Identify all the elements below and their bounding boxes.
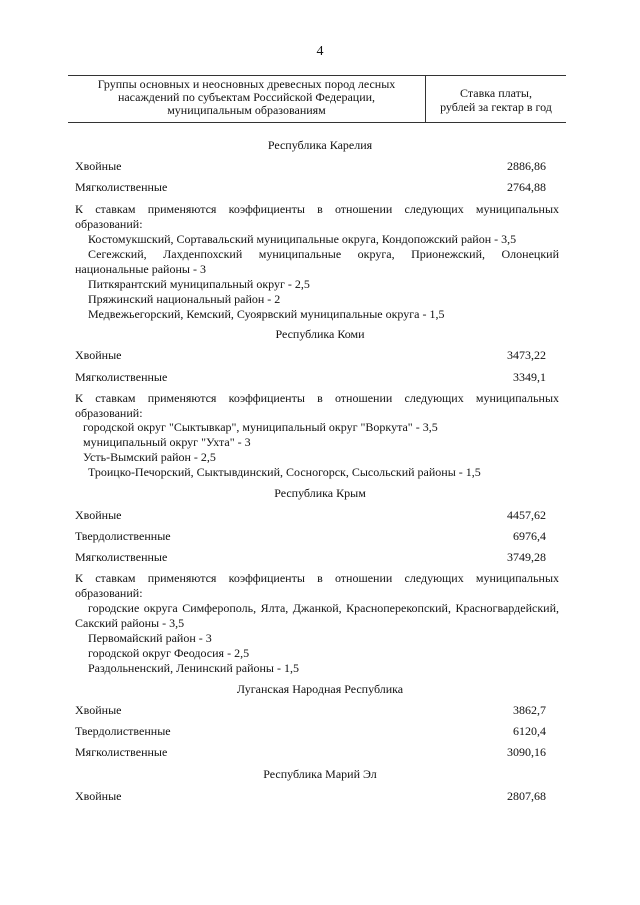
header-groups-line: насаждений по субъектам Российской Федерации, [117, 90, 376, 104]
rate-row-label: Мягколиственные [75, 370, 168, 384]
coefficient-item: Усть-Вымский район - 2,5 [83, 450, 216, 464]
rate-row-label: Мягколиственные [75, 550, 168, 564]
rate-row-label: Хвойные [75, 348, 122, 362]
rate-row-value: 3862,7 [513, 703, 546, 717]
region-title-mari-el: Республика Марий Эл [263, 767, 377, 781]
table-header [68, 75, 566, 123]
rate-row-value: 3349,1 [513, 370, 546, 384]
coefficient-item: Медвежьегорский, Кемский, Суоярвский муниципальные округа - 1,5 [88, 307, 445, 321]
rate-row-label: Твердолиственные [75, 529, 171, 543]
region-title-komi: Республика Коми [275, 327, 365, 341]
coefficient-item: Костомукшский, Сортавальский муниципальные округа, Кондопожский район - 3,5 [88, 232, 517, 246]
header-column-groups [68, 76, 426, 122]
header-rate-line: рублей за гектар в год [440, 100, 552, 114]
rate-row-value: 3090,16 [507, 745, 546, 759]
rate-row-label: Мягколиственные [75, 745, 168, 759]
header-rate-line: Ставка платы, [460, 86, 532, 100]
rate-row-label: Хвойные [75, 789, 122, 803]
rate-row-value: 3749,28 [507, 550, 546, 564]
rate-row-value: 4457,62 [507, 508, 546, 522]
rate-row-value: 2886,86 [507, 159, 546, 173]
coefficient-item: Питкярантский муниципальный округ - 2,5 [88, 277, 310, 291]
coefficient-item: Сегежский, Лахденпохский муниципальные округа, Прионежский, Олонецкий национальные районы - 3 [75, 247, 559, 276]
rate-row-value: 6976,4 [513, 529, 546, 543]
rate-row-label: Хвойные [75, 159, 122, 173]
coefficient-item: городские округа Симферополь, Ялта, Джанкой, Красноперекопский, Красногвардейский, Сакский районы - 3,5 [75, 601, 559, 630]
rate-row-value: 2764,88 [507, 180, 546, 194]
coefficient-note: К ставкам применяются коэффициенты в отношении следующих муниципальных образований: [75, 571, 559, 600]
rate-row-label: Твердолиственные [75, 724, 171, 738]
rate-row-value: 3473,22 [507, 348, 546, 362]
rate-row-value: 2807,68 [507, 789, 546, 803]
coefficient-item: Раздольненский, Ленинский районы - 1,5 [88, 661, 299, 675]
rate-row-value: 6120,4 [513, 724, 546, 738]
rate-row-label: Хвойные [75, 703, 122, 717]
coefficient-item: Троицко-Печорский, Сыктывдинский, Сосногорск, Сысольский районы - 1,5 [88, 465, 481, 479]
rate-row-label: Хвойные [75, 508, 122, 522]
header-groups-line: муниципальным образованиям [167, 103, 326, 117]
coefficient-note: К ставкам применяются коэффициенты в отношении следующих муниципальных образований: [75, 391, 559, 420]
coefficient-note: К ставкам применяются коэффициенты в отношении следующих муниципальных образований: [75, 202, 559, 231]
coefficient-item: Пряжинский национальный район - 2 [88, 292, 281, 306]
page-number: 4 [316, 44, 324, 59]
region-title-karelia: Республика Карелия [267, 138, 373, 152]
coefficient-item: городской округ "Сыктывкар", муниципальный округ "Воркута" - 3,5 [83, 420, 438, 434]
region-title-lugansk: Луганская Народная Республика [236, 682, 404, 696]
coefficient-item: городской округ Феодосия - 2,5 [88, 646, 250, 660]
region-title-crimea: Республика Крым [274, 486, 366, 500]
rate-row-label: Мягколиственные [75, 180, 168, 194]
header-column-rate [426, 76, 566, 122]
coefficient-item: муниципальный округ "Ухта" - 3 [83, 435, 251, 449]
coefficient-item: Первомайский район - 3 [88, 631, 212, 645]
header-groups-line: Группы основных и неосновных древесных пород лесных [97, 77, 396, 91]
